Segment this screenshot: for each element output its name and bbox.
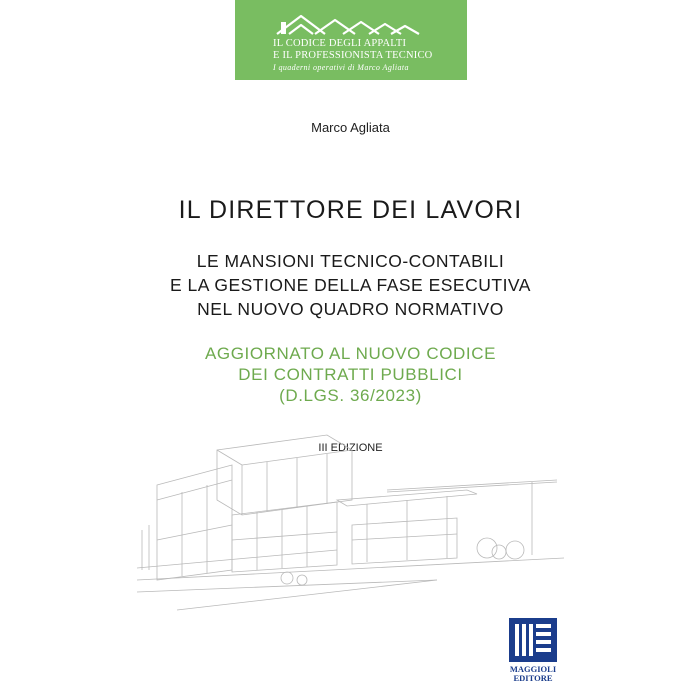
subtitle-line-1: LE MANSIONI TECNICO-CONTABILI [196, 251, 505, 271]
series-title-line-1: IL CODICE DEGLI APPALTI [273, 38, 407, 49]
subtitle-line-2: E LA GESTIONE DELLA FASE ESECUTIVA [170, 275, 531, 295]
house-roof-icon [275, 12, 425, 38]
book-cover [137, 0, 564, 700]
update-line-3: (D.LGS. 36/2023) [279, 386, 422, 405]
update-line-1: AGGIORNATO AL NUOVO CODICE [204, 344, 497, 363]
publisher-label: EDITORE [513, 673, 553, 683]
architectural-sketch-illustration [137, 430, 564, 620]
update-line-2: DEI CONTRATTI PUBBLICI [238, 365, 463, 384]
edition-label: III EDIZIONE [318, 442, 383, 454]
maggioli-logo-icon [509, 618, 557, 662]
publisher-name: MAGGIOLI [509, 664, 557, 674]
series-banner [235, 0, 467, 80]
book-title: IL DIRETTORE DEI LAVORI [178, 196, 523, 224]
subtitle-line-3: NEL NUOVO QUADRO NORMATIVO [197, 299, 504, 319]
author-name: Marco Agliata [311, 120, 390, 135]
series-title-line-2: E IL PROFESSIONISTA TECNICO [273, 50, 433, 61]
series-tagline: I quaderni operativi di Marco Agliata [273, 63, 409, 72]
